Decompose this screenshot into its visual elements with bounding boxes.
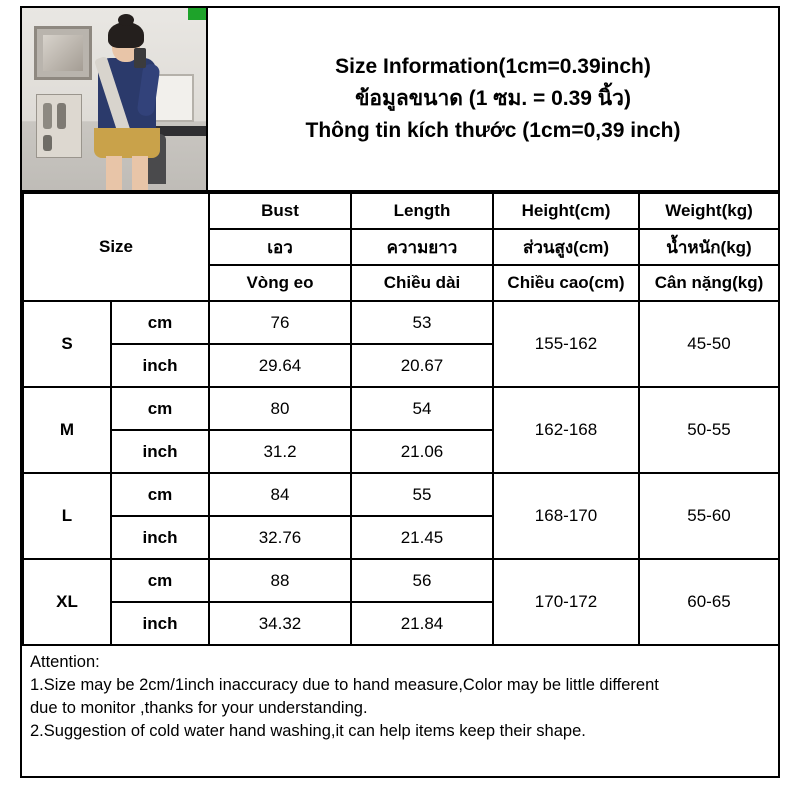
table-row [23, 473, 779, 516]
attention-line-2: due to monitor ,thanks for your understanding. [30, 698, 368, 717]
wall-poster-icon [36, 94, 82, 158]
bust-inch-m: 31.2 [209, 430, 351, 473]
length-inch-s: 20.67 [351, 344, 493, 387]
header-weight-vi: Cân nặng(kg) [639, 265, 779, 301]
model-hair-bun [118, 14, 134, 26]
title-block [208, 8, 778, 190]
row-size-m: M [23, 387, 111, 473]
header-row [22, 8, 778, 192]
unit-inch-s: inch [111, 344, 209, 387]
bust-cm-m: 80 [209, 387, 351, 430]
header-bust-en: Bust [209, 193, 351, 229]
size-table [22, 192, 780, 646]
unit-inch-xl: inch [111, 602, 209, 645]
title-english: Size Information(1cm=0.39inch) [335, 55, 651, 79]
bust-cm-s: 76 [209, 301, 351, 344]
weight-s: 45-50 [639, 301, 779, 387]
title-thai: ข้อมูลขนาด (1 ซม. = 0.39 นิ้ว) [355, 87, 631, 111]
bust-cm-xl: 88 [209, 559, 351, 602]
model-skirt [94, 128, 160, 158]
bust-inch-s: 29.64 [209, 344, 351, 387]
attention-line-3: 2.Suggestion of cold water hand washing,it can help items keep their shape. [30, 721, 586, 740]
height-l: 168-170 [493, 473, 639, 559]
header-size-label: Size [23, 193, 209, 301]
unit-cm-l: cm [111, 473, 209, 516]
phone-icon [134, 48, 146, 68]
header-height-th: ส่วนสูง(cm) [493, 229, 639, 265]
header-height-en: Height(cm) [493, 193, 639, 229]
unit-cm-xl: cm [111, 559, 209, 602]
green-badge [188, 8, 208, 20]
header-height-vi: Chiều cao(cm) [493, 265, 639, 301]
model-leg-left [106, 156, 122, 190]
header-length-vi: Chiều dài [351, 265, 493, 301]
bust-cm-l: 84 [209, 473, 351, 516]
height-xl: 170-172 [493, 559, 639, 645]
unit-inch-l: inch [111, 516, 209, 559]
table-row [23, 559, 779, 602]
picture-frame-icon [34, 26, 92, 80]
title-vietnamese: Thông tin kích thước (1cm=0,39 inch) [305, 118, 681, 142]
attention-block [22, 646, 778, 748]
model-leg-right [132, 156, 148, 190]
header-weight-en: Weight(kg) [639, 193, 779, 229]
model-photo [22, 8, 208, 190]
height-s: 155-162 [493, 301, 639, 387]
table-header-row-en [23, 193, 779, 229]
weight-m: 50-55 [639, 387, 779, 473]
unit-inch-m: inch [111, 430, 209, 473]
unit-cm-s: cm [111, 301, 209, 344]
length-inch-m: 21.06 [351, 430, 493, 473]
bust-inch-l: 32.76 [209, 516, 351, 559]
bust-inch-xl: 34.32 [209, 602, 351, 645]
attention-line-1: 1.Size may be 2cm/1inch inaccuracy due to hand measure,Color may be little different [30, 675, 659, 694]
unit-cm-m: cm [111, 387, 209, 430]
length-cm-m: 54 [351, 387, 493, 430]
row-size-s: S [23, 301, 111, 387]
table-row [23, 301, 779, 344]
weight-l: 55-60 [639, 473, 779, 559]
attention-heading: Attention: [30, 653, 100, 671]
row-size-l: L [23, 473, 111, 559]
weight-xl: 60-65 [639, 559, 779, 645]
height-m: 162-168 [493, 387, 639, 473]
size-chart-sheet [20, 6, 780, 778]
header-bust-th: เอว [209, 229, 351, 265]
header-bust-vi: Vòng eo [209, 265, 351, 301]
header-weight-th: น้ำหนัก(kg) [639, 229, 779, 265]
length-cm-xl: 56 [351, 559, 493, 602]
table-row [23, 387, 779, 430]
length-inch-l: 21.45 [351, 516, 493, 559]
length-cm-s: 53 [351, 301, 493, 344]
header-length-th: ความยาว [351, 229, 493, 265]
header-length-en: Length [351, 193, 493, 229]
row-size-xl: XL [23, 559, 111, 645]
length-inch-xl: 21.84 [351, 602, 493, 645]
length-cm-l: 55 [351, 473, 493, 516]
